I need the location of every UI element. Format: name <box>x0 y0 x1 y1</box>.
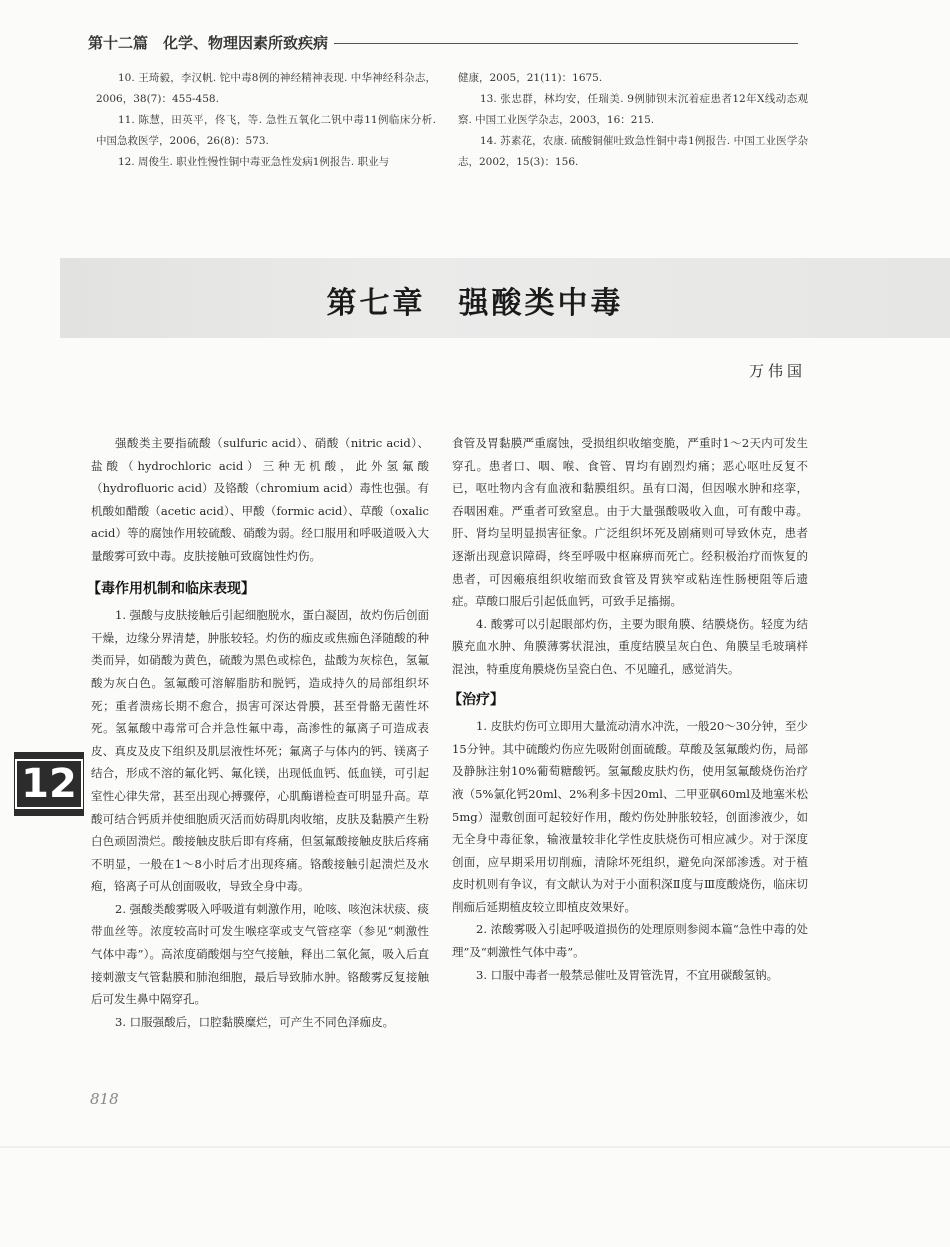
body-column-left <box>87 432 429 1033</box>
references-right <box>458 68 808 173</box>
section-thumb-tab <box>14 752 84 816</box>
reference-item: 10. 王琦毅，李汉帆. 铊中毒8例的神经精神表现. 中华神经科杂志，2006，38(7)：455-458. <box>96 72 436 105</box>
intro-paragraph: 强酸类主要指硫酸（sulfuric acid）、硝酸（nitric acid）、盐酸（hydrochloric acid）三种无机酸，此外氢氟酸（hydrofluoric acid）及铬酸（chromium acid）毒性也强。有机酸如醋酸（acetic acid）、甲酸（formic acid）、草酸（oxalic acid）等的腐蚀作用较硫酸、硝酸为弱。经口服用和呼吸道吸入大量酸雾可致中毒。皮肤接触可致腐蚀性灼伤。 <box>91 436 429 563</box>
body-paragraph: 2. 浓酸雾吸入引起呼吸道损伤的处理原则参阅本篇“急性中毒的处理”及“刺激性气体中毒”。 <box>452 922 808 960</box>
body-paragraph: 3. 口服中毒者一般禁忌催吐及胃管洗胃，不宜用碳酸氢钠。 <box>476 967 779 982</box>
body-paragraph: 3. 口服强酸后，口腔黏膜糜烂，可产生不同色泽痂皮。 <box>115 1014 395 1029</box>
running-header-title: 第十二篇 化学、物理因素所致疾病 <box>88 33 329 52</box>
reference-item: 12. 周俊生. 职业性慢性铜中毒亚急性发病1例报告. 职业与 <box>118 156 390 168</box>
reference-continuation: 健康，2005，21(11)：1675. <box>458 72 603 84</box>
chapter-author: 万伟国 <box>748 362 806 380</box>
chapter-title: 第七章 强酸类中毒 <box>326 286 624 321</box>
section-heading-treatment: 【治疗】 <box>448 691 504 708</box>
body-paragraph: 2. 强酸类酸雾吸入呼吸道有刺激作用，呛咳、咳泡沫状痰、痰带血丝等。浓度较高时可发生喉痉挛或支气管痉挛（参见“刺激性气体中毒”）。高浓度硝酸烟与空气接触，释出二氧化氮，吸入后直接刺激支气管黏膜和肺泡细胞，最后导致肺水肿。铬酸雾反复接触后可发生鼻中隔穿孔。 <box>91 901 429 1007</box>
reference-item: 13. 张忠群，林均安，任瑞美. 9例肺钡末沉着症患者12年X线动态观察. 中国工业医学杂志，2003，16：215. <box>458 93 808 126</box>
body-column-right <box>448 432 808 986</box>
running-header <box>88 30 798 54</box>
section-heading-mechanism: 【毒作用机制和临床表现】 <box>87 580 255 597</box>
page-number: 818 <box>90 1090 119 1108</box>
references-left <box>96 68 436 173</box>
section-tab-number: 12 <box>15 759 83 809</box>
reference-item: 14. 苏素花，农康. 硫酸铜催吐致急性铜中毒1例报告. 中国工业医学杂志，2002，15(3)：156. <box>458 135 808 168</box>
body-paragraph: 4. 酸雾可以引起眼部灼伤，主要为眼角膜、结膜烧伤。轻度为结膜充血水肿、角膜薄雾状混浊，重度结膜呈灰白色、角膜呈毛玻璃样混浊，特重度角膜烧伤呈瓷白色、不见瞳孔，感觉消失。 <box>452 616 808 676</box>
header-rule <box>334 43 798 44</box>
page-edge-shadow <box>0 1146 950 1148</box>
body-paragraph: 1. 强酸与皮肤接触后引起细胞脱水，蛋白凝固，故灼伤后创面干燥，边缘分界清楚，肿胀较轻。灼伤的痂皮或焦痂色泽随酸的种类而异，如硝酸为黄色，硫酸为黑色或棕色，盐酸为灰棕色，氢氟酸为灰白色。氢氟酸可溶解脂肪和脱钙，造成持久的局部组织坏死；重者溃疡长期不愈合，损害可深达骨膜，甚至骨骼无菌性坏死。氢氟酸中毒常可合并急性氟中毒，高渗性的氟离子可造成表皮、真皮及皮下组织及肌层液性坏死；氟离子与体内的钙、镁离子结合，形成不溶的氟化钙、氟化镁，出现低血钙、低血镁，可引起室性心律失常，甚至出现心搏骤停，心肌酶谱检查可明显升高。草酸可结合钙质并使细胞质灭活而妨碍肌肉收缩，皮肤及黏膜产生粉白色顽固溃烂。酸接触皮肤后即有疼痛，但氢氟酸接触皮肤后疼痛不明显，一般在1～8小时后才出现疼痛。铬酸接触引起溃烂及水疱，铬离子可从创面吸收，导致全身中毒。 <box>91 608 429 894</box>
body-paragraph: 1. 皮肤灼伤可立即用大量流动清水冲洗，一般20～30分钟，至少15分钟。其中硫酸灼伤应先吸附创面硫酸。草酸及氢氟酸灼伤，局部及静脉注射10%葡萄糖酸钙。氢氟酸皮肤灼伤，使用氢氟酸烧伤治疗液（5%氯化钙20ml、2%利多卡因20ml、二甲亚砜60ml及地塞米松5mg）湿敷创面可起较好作用，酸灼伤处肿胀较轻，创面渗液少，如无全身中毒征象，输液量较非化学性皮肤烧伤可相应减少。对于深度创面，应早期采用切削痂，清除坏死组织，避免向深部渗透。对于植皮时机则有争议，有文献认为对于小面积深Ⅱ度与Ⅲ度酸烧伤，临床切削痂后延期植皮较立即植皮效果好。 <box>452 719 808 914</box>
reference-item: 11. 陈慧，田英平，佟飞，等. 急性五氧化二钒中毒11例临床分析. 中国急救医学，2006，26(8)：573. <box>96 114 436 147</box>
body-paragraph-continuation: 食管及胃黏膜严重腐蚀，受损组织收缩变脆，严重时1～2天内可发生穿孔。患者口、咽、喉、食管、胃均有剧烈灼痛；恶心呕吐反复不已，呕吐物内含有血液和黏膜组织。虽有口渴，但因喉水肿和痉挛，吞咽困难。严重者可致窒息。由于大量强酸吸收入血，可有酸中毒。肝、肾均呈明显损害征象。广泛组织坏死及剧痛则可导致休克，患者逐渐出现意识障碍，终至呼吸中枢麻痹而死亡。经积极治疗而恢复的患者，可因瘢痕组织收缩而致食管及胃狭窄或粘连性肠梗阻等后遗症。草酸口服后引起低血钙，可致手足搐搦。 <box>452 436 808 609</box>
